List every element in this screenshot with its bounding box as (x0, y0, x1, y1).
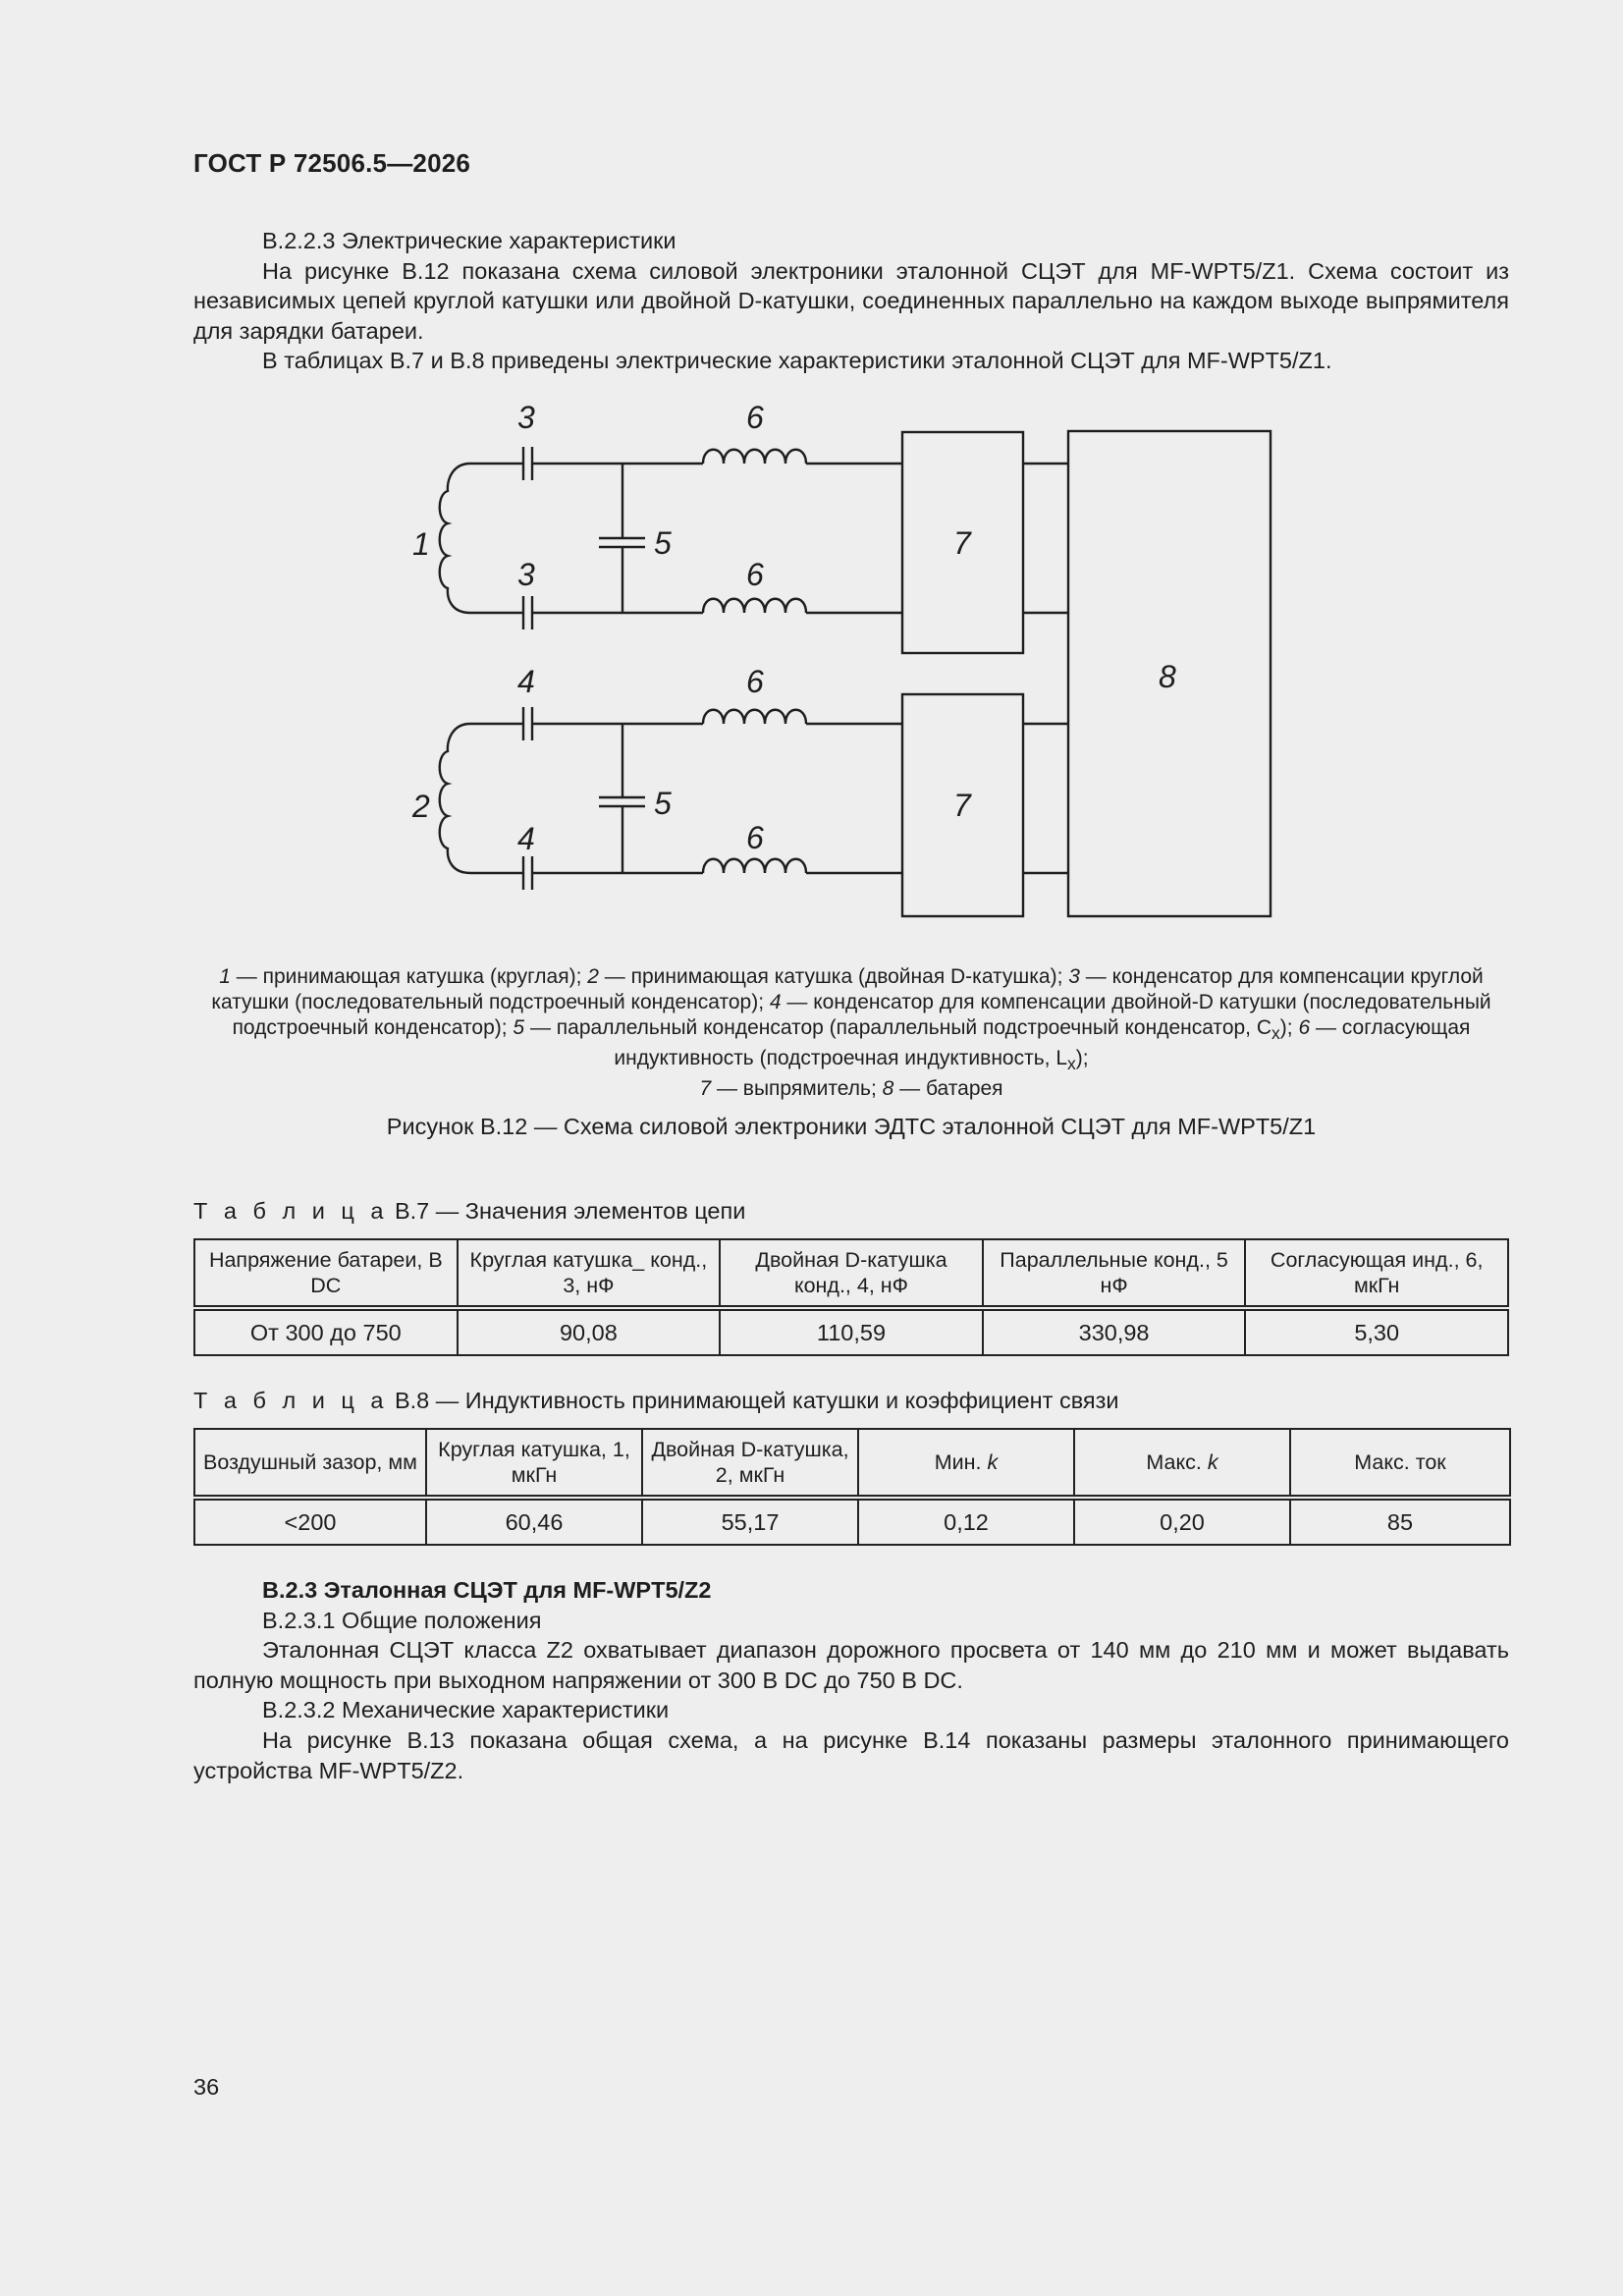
table-header-cell: Согласующая инд., 6, мкГн (1245, 1239, 1508, 1308)
label-cap-3: 3 (517, 557, 535, 592)
table-header-cell: Двойная D-катушка, 2, мкГн (642, 1429, 858, 1498)
section-heading: В.2.3 Эталонная СЦЭТ для MF-WPT5/Z2 (262, 1577, 712, 1603)
table-header-cell: Напряжение батареи, В DC (194, 1239, 458, 1308)
section-electrical-characteristics (193, 226, 1509, 376)
label-cap-4: 4 (517, 664, 535, 699)
inductor-6 (703, 450, 806, 464)
header-text: Мин. (934, 1450, 988, 1474)
legend-number: 1 (219, 965, 231, 988)
label-rectifier-7: 7 (953, 788, 971, 823)
table-header-cell: Воздушный зазор, мм (194, 1429, 426, 1498)
label-cap-4: 4 (517, 821, 535, 856)
table-cell: <200 (194, 1498, 426, 1545)
k-symbol: k (987, 1450, 999, 1474)
table-cell: От 300 до 750 (194, 1308, 458, 1355)
figure-legend (193, 964, 1509, 1102)
page-number: 36 (193, 2074, 220, 2100)
table-label: Т а б л и ц а (193, 1198, 389, 1224)
subsection-title: В.2.3.2 Механические характеристики (262, 1697, 670, 1723)
legend-number: 6 (1298, 1016, 1311, 1039)
legend-text: — конденсатор для компенсации двойной-D катушки (последовательный подстроечный конденсатор); (232, 991, 1491, 1039)
inductor-6 (703, 599, 806, 613)
table-header-cell (1074, 1429, 1290, 1498)
table-cell: 330,98 (983, 1308, 1246, 1355)
legend-number: 7 (699, 1077, 712, 1101)
table-header-cell (858, 1429, 1074, 1498)
section-title: В.2.2.3 Электрические характеристики (262, 228, 676, 253)
paragraph: На рисунке В.13 показана общая схема, а на рисунке В.14 показаны размеры эталонного принимающего устройства MF-WPT5/Z2. (193, 1726, 1509, 1783)
paragraph: В таблицах В.7 и В.8 приведены электрические характеристики эталонной СЦЭТ для MF-WPT5/Z1. (262, 348, 1332, 374)
table-cell: 85 (1290, 1498, 1510, 1545)
label-inductor-6: 6 (746, 557, 764, 592)
table-cell: 55,17 (642, 1498, 858, 1545)
legend-text: — принимающая катушка (двойная D-катушка); (598, 965, 1069, 988)
table-8 (193, 1428, 1511, 1546)
paragraph: Эталонная СЦЭТ класса Z2 охватывает диапазон дорожного просвета от 140 мм до 210 мм и может выдавать полную мощность при выходном напряжении от 300 В DC до 750 В DC. (193, 1637, 1509, 1693)
table-title-text: В.7 — Значения элементов цепи (388, 1198, 746, 1224)
standard-header: ГОСТ Р 72506.5—2026 (193, 148, 471, 178)
legend-number: 5 (513, 1016, 525, 1039)
legend-number: 2 (587, 965, 599, 988)
legend-text: — принимающая катушка (круглая); (230, 965, 588, 988)
inductor-6 (703, 710, 806, 724)
label-cap-3: 3 (517, 400, 535, 435)
legend-number: 4 (769, 991, 782, 1013)
table-header-row (194, 1429, 1510, 1498)
label-inductor-6: 6 (746, 664, 764, 699)
table-header-cell: Параллельные конд., 5 нФ (983, 1239, 1246, 1308)
label-inductor-6: 6 (746, 820, 764, 855)
table-cell: 0,20 (1074, 1498, 1290, 1545)
legend-text: — согласующая индуктивность (подстроечная индуктивность, L (614, 1016, 1471, 1070)
table-header-cell: Макс. ток (1290, 1429, 1510, 1498)
subsection-title: В.2.3.1 Общие положения (262, 1607, 542, 1633)
subscript: x (1067, 1054, 1076, 1074)
subscript: x (1271, 1023, 1280, 1044)
k-symbol: k (1207, 1450, 1218, 1474)
table-title-text: В.8 — Индуктивность принимающей катушки и коэффициент связи (388, 1388, 1119, 1413)
table-row (194, 1498, 1510, 1545)
label-inductor-6: 6 (746, 400, 764, 435)
legend-text: — конденсатор для компенсации круглой катушки (последовательный подстроечный конденсатор); (211, 965, 1484, 1013)
legend-number: 3 (1068, 965, 1080, 988)
circuit-diagram-svg (393, 393, 1296, 943)
table-header-cell: Двойная D-катушка конд., 4, нФ (720, 1239, 983, 1308)
table-7-title (193, 1198, 745, 1225)
inductor-6 (703, 859, 806, 873)
table-header-cell: Круглая катушка_ конд., 3, нФ (458, 1239, 721, 1308)
coil-2 (440, 724, 470, 873)
label-coil-1: 1 (412, 526, 430, 562)
label-rectifier-7: 7 (953, 525, 971, 561)
table-cell: 5,30 (1245, 1308, 1508, 1355)
legend-text: — выпрямитель; (711, 1077, 883, 1101)
table-row (194, 1308, 1508, 1355)
legend-text: — батарея (893, 1077, 1003, 1101)
circuit-diagram (393, 393, 1296, 943)
header-text: Макс. (1146, 1450, 1208, 1474)
legend-text: ); (1279, 1016, 1299, 1039)
label-cap-5: 5 (654, 786, 672, 821)
table-cell: 110,59 (720, 1308, 983, 1355)
legend-number: 8 (882, 1077, 894, 1101)
table-cell: 90,08 (458, 1308, 721, 1355)
table-8-title (193, 1388, 1119, 1414)
paragraph: На рисунке В.12 показана схема силовой электроники эталонной СЦЭТ для MF-WPT5/Z1. Схема состоит из независимых цепей круглой катушки или двойной D-катушки, соединенных параллельно на каждом выходе выпрямителя для зарядки батареи. (193, 257, 1509, 344)
table-label: Т а б л и ц а (193, 1388, 389, 1413)
label-battery-8: 8 (1159, 659, 1176, 694)
legend-text: ); (1075, 1047, 1089, 1070)
table-7 (193, 1238, 1509, 1356)
coil-1 (440, 464, 470, 613)
label-coil-2: 2 (412, 789, 430, 824)
table-cell: 0,12 (858, 1498, 1074, 1545)
table-cell: 60,46 (426, 1498, 642, 1545)
figure-caption: Рисунок В.12 — Схема силовой электроники ЭДТС эталонной СЦЭТ для MF-WPT5/Z1 (386, 1114, 1317, 1139)
label-cap-5: 5 (654, 525, 672, 561)
legend-text: — параллельный конденсатор (параллельный подстроечный конденсатор, C (524, 1016, 1272, 1039)
table-header-row (194, 1239, 1508, 1308)
table-header-cell: Круглая катушка, 1, мкГн (426, 1429, 642, 1498)
section-z2 (193, 1575, 1509, 1785)
